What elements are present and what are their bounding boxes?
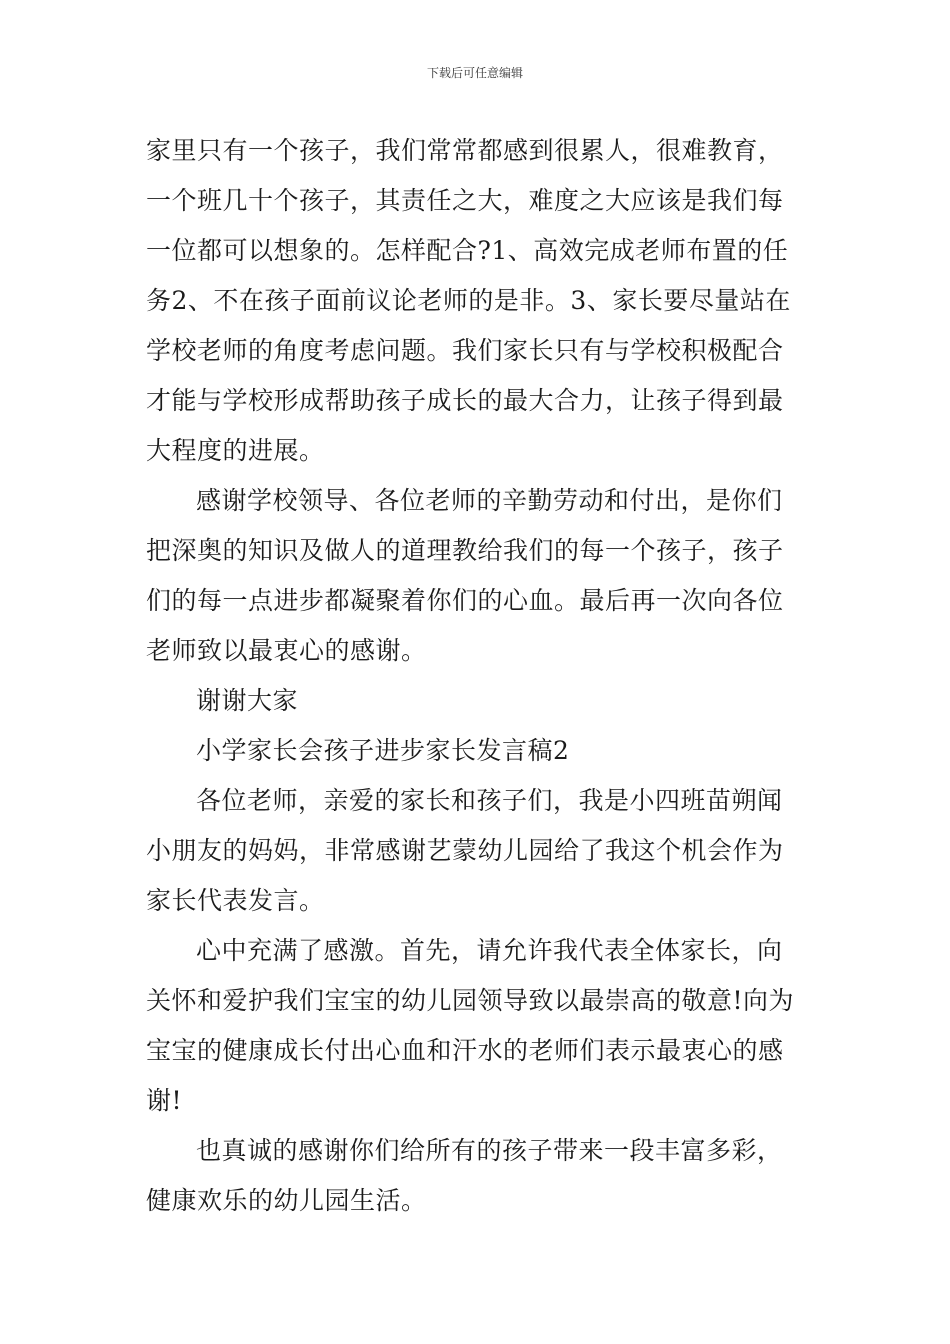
- section-title: 小学家长会孩子进步家长发言稿2: [196, 736, 570, 765]
- text-line: 一个班几十个孩子，其责任之大，难度之大应该是我们每: [146, 186, 784, 215]
- text-line: 健康欢乐的幼儿园生活。: [146, 1186, 427, 1215]
- text-line: 各位老师，亲爱的家长和孩子们，我是小四班苗朔闻: [196, 786, 783, 815]
- page-header: 下载后可任意编辑: [426, 66, 523, 80]
- text-line: 感谢学校领导、各位老师的辛勤劳动和付出，是你们: [196, 486, 783, 515]
- document-body: [146, 126, 806, 1226]
- text-line: 学校老师的角度考虑问题。我们家长只有与学校积极配合: [146, 336, 784, 365]
- text-line: 谢!: [146, 1086, 183, 1115]
- text-line: 才能与学校形成帮助孩子成长的最大合力，让孩子得到最: [146, 386, 784, 415]
- closing-line: 谢谢大家: [196, 686, 299, 715]
- text-line: 家里只有一个孩子，我们常常都感到很累人，很难教育，: [146, 136, 784, 165]
- text-line: 宝宝的健康成长付出心血和汗水的老师们表示最衷心的感: [146, 1036, 784, 1065]
- text-line: 们的每一点进步都凝聚着你们的心血。最后再一次向各位: [146, 586, 784, 615]
- text-line: 老师致以最衷心的感谢。: [146, 636, 427, 665]
- text-line: 也真诚的感谢你们给所有的孩子带来一段丰富多彩，: [196, 1136, 783, 1165]
- text-line: 心中充满了感激。首先，请允许我代表全体家长，向: [196, 936, 783, 965]
- text-line: 大程度的进展。: [146, 436, 325, 465]
- text-line: 家长代表发言。: [146, 886, 325, 915]
- text-line: 小朋友的妈妈，非常感谢艺蒙幼儿园给了我这个机会作为: [146, 836, 784, 865]
- text-line: 务2、不在孩子面前议论老师的是非。3、家长要尽量站在: [146, 286, 791, 315]
- text-line: 把深奥的知识及做人的道理教给我们的每一个孩子，孩子: [146, 536, 784, 565]
- text-line: 一位都可以想象的。怎样配合?1、高效完成老师布置的任: [146, 236, 789, 265]
- text-line: 关怀和爱护我们宝宝的幼儿园领导致以最崇高的敬意!向为: [146, 986, 795, 1015]
